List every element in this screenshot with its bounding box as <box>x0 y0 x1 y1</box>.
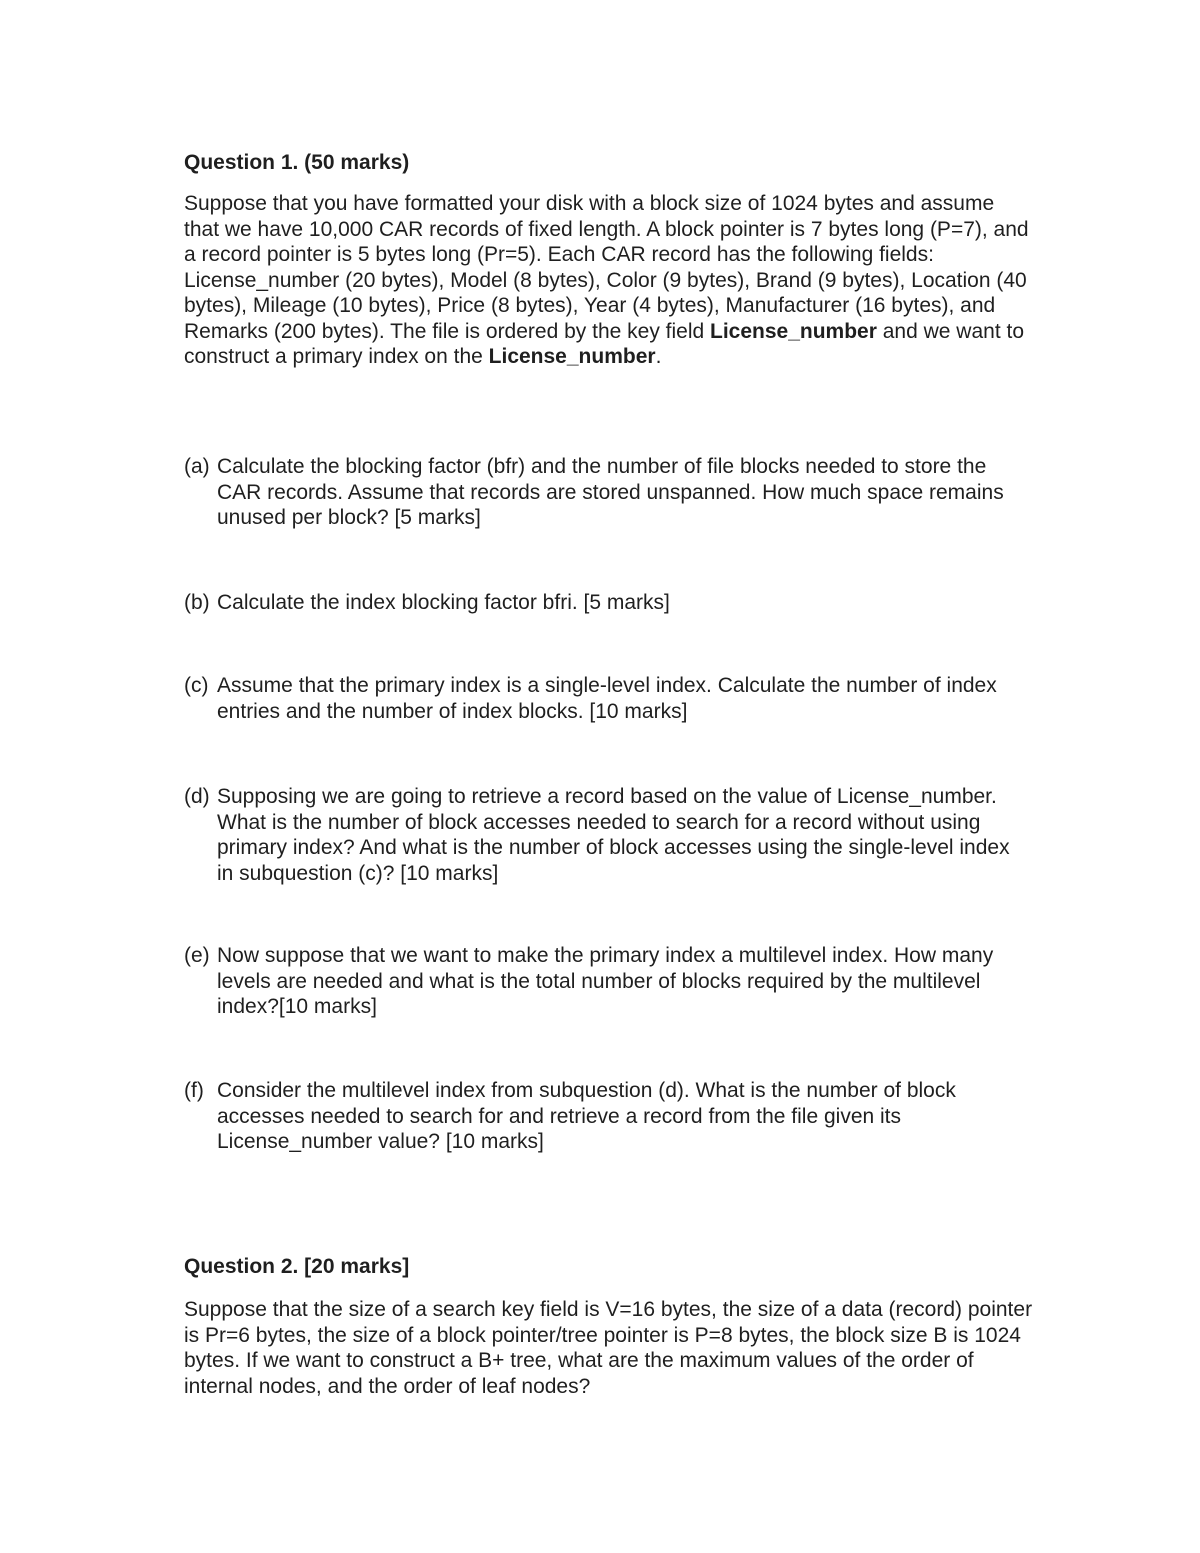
subquestion-label: (f) <box>184 1079 204 1102</box>
subquestion-label: (b) <box>184 591 210 614</box>
key-field-emphasis: License_number <box>710 319 877 343</box>
subquestion-text: Assume that the primary index is a single-level index. Calculate the number of index entries and the number of index blocks. [10 marks] <box>217 674 997 723</box>
question-1-heading: Question 1. (50 marks) <box>184 151 410 174</box>
question-1-intro-text-end: . <box>655 345 662 368</box>
subquestion-text: Consider the multilevel index from subquestion (d). What is the number of block accesses needed to search for and retrieve a record from the file given its License_number value? [10 marks] <box>217 1079 956 1153</box>
subquestion-label: (e) <box>184 944 210 967</box>
subquestion-c <box>184 673 1024 724</box>
question-1-intro-text-middle: and we want to construct a primary index on the <box>184 319 1025 368</box>
subquestion-label: (a) <box>184 455 210 478</box>
question-1-intro-text: Suppose that you have formatted your disk with a block size of 1024 bytes and assume that we have 10,000 CAR records of fixed length. A block pointer is 7 bytes long (P=7), and a record pointer is 5 bytes long (Pr=5). Each CAR record has the following fields: License_number (20 bytes), Model (8 bytes), Color (9 bytes), Brand (9 bytes), Location (40 bytes), Mileage (10 bytes), Price (8 bytes), Year (4 bytes), Manufacturer (16 bytes), and Remarks (200 bytes). The file is ordered by the key field <box>184 192 1029 343</box>
key-field-emphasis: License_number <box>488 345 656 368</box>
subquestion-a <box>184 454 1024 531</box>
subquestion-text: Now suppose that we want to make the primary index a multilevel index. How many levels are needed and what is the total number of blocks required by the multilevel index?[10 marks] <box>217 944 994 1018</box>
question-2-text: Suppose that the size of a search key field is V=16 bytes, the size of a data (record) pointer is Pr=6 bytes, the size of a block pointer/tree pointer is P=8 bytes, the block size B is 1024 bytes. If we want to construct a B+ tree, what are the maximum values of the order of internal nodes, and the order of leaf nodes? <box>184 1298 1033 1398</box>
subquestion-f <box>184 1078 1024 1155</box>
subquestion-text: Calculate the blocking factor (bfr) and the number of file blocks needed to store the CAR records. Assume that records are stored unspanned. How much space remains unused per block? [5 marks] <box>217 455 1004 529</box>
subquestion-d <box>184 784 1024 886</box>
subquestion-text: Supposing we are going to retrieve a record based on the value of License_number. What is the number of block accesses needed to search for a record without using primary index? And what is the number of block accesses using the single-level index in subquestion (c)? [10 marks] <box>217 785 1010 885</box>
subquestion-e <box>184 943 1024 1020</box>
subquestion-text: Calculate the index blocking factor bfri. [5 marks] <box>217 591 670 614</box>
subquestion-label: (c) <box>184 674 209 697</box>
question-1-intro <box>184 191 1034 370</box>
question-2-heading: Question 2. [20 marks] <box>184 1255 410 1278</box>
subquestion-b <box>184 590 1024 616</box>
subquestion-label: (d) <box>184 785 210 808</box>
